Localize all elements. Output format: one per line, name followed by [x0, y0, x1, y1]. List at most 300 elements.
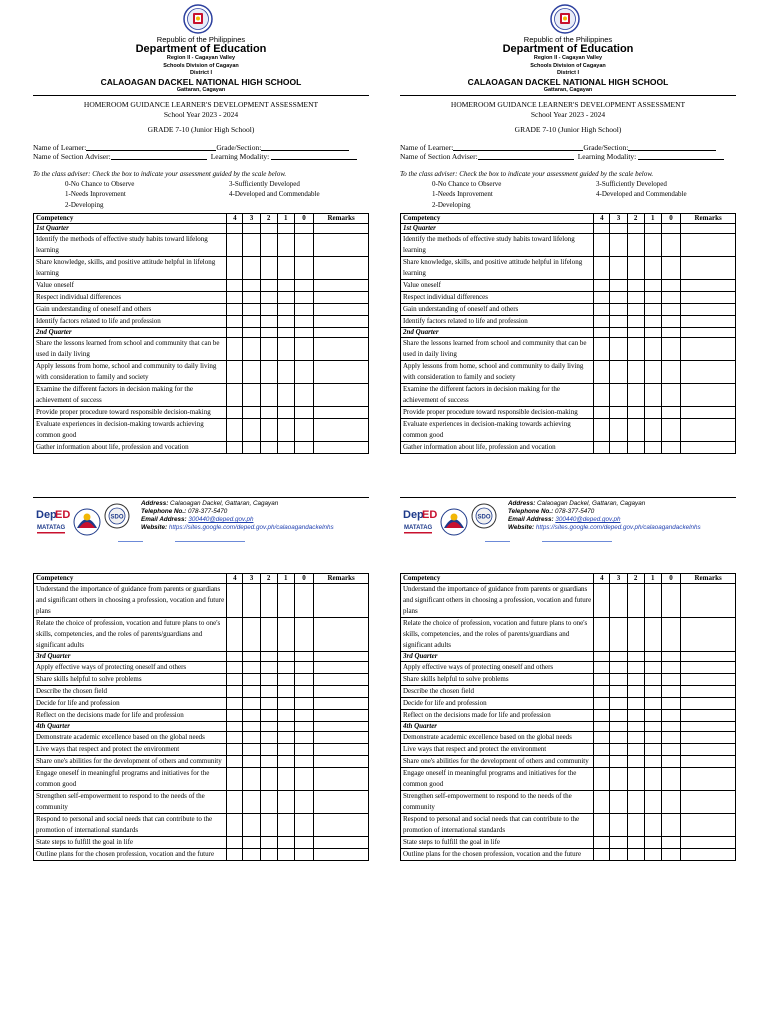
score-0-cell[interactable]	[661, 338, 680, 361]
remarks-cell[interactable]	[314, 686, 369, 698]
score-2-cell[interactable]	[260, 618, 277, 652]
score-3-cell[interactable]	[610, 674, 627, 686]
score-4-cell[interactable]	[594, 756, 610, 768]
score-1-cell[interactable]	[644, 234, 661, 257]
score-0-cell[interactable]	[661, 710, 680, 722]
score-3-cell[interactable]	[610, 791, 627, 814]
score-0-cell[interactable]	[294, 662, 313, 674]
score-3-cell[interactable]	[610, 328, 627, 338]
learner-name-field[interactable]	[453, 143, 583, 151]
score-3-cell[interactable]	[243, 756, 260, 768]
score-2-cell[interactable]	[260, 257, 277, 280]
score-2-cell[interactable]	[627, 698, 644, 710]
score-1-cell[interactable]	[277, 304, 294, 316]
score-3-cell[interactable]	[243, 384, 260, 407]
score-1-cell[interactable]	[277, 768, 294, 791]
remarks-cell[interactable]	[314, 257, 369, 280]
score-0-cell[interactable]	[661, 744, 680, 756]
score-1-cell[interactable]	[277, 419, 294, 442]
score-3-cell[interactable]	[610, 732, 627, 744]
score-1-cell[interactable]	[644, 328, 661, 338]
score-2-cell[interactable]	[627, 722, 644, 732]
score-1-cell[interactable]	[277, 652, 294, 662]
score-2-cell[interactable]	[627, 791, 644, 814]
score-4-cell[interactable]	[594, 791, 610, 814]
score-1-cell[interactable]	[644, 686, 661, 698]
score-0-cell[interactable]	[294, 584, 313, 618]
score-0-cell[interactable]	[661, 224, 680, 234]
score-4-cell[interactable]	[594, 652, 610, 662]
remarks-cell[interactable]	[314, 361, 369, 384]
remarks-cell[interactable]	[681, 732, 736, 744]
score-1-cell[interactable]	[644, 280, 661, 292]
score-2-cell[interactable]	[260, 732, 277, 744]
score-4-cell[interactable]	[227, 442, 243, 454]
score-3-cell[interactable]	[243, 328, 260, 338]
score-0-cell[interactable]	[661, 686, 680, 698]
remarks-cell[interactable]	[681, 407, 736, 419]
score-3-cell[interactable]	[243, 722, 260, 732]
score-1-cell[interactable]	[644, 384, 661, 407]
score-2-cell[interactable]	[627, 361, 644, 384]
score-4-cell[interactable]	[227, 652, 243, 662]
remarks-cell[interactable]	[314, 652, 369, 662]
score-0-cell[interactable]	[294, 722, 313, 732]
remarks-cell[interactable]	[314, 234, 369, 257]
score-1-cell[interactable]	[277, 722, 294, 732]
score-2-cell[interactable]	[627, 316, 644, 328]
remarks-cell[interactable]	[314, 662, 369, 674]
score-0-cell[interactable]	[661, 814, 680, 837]
score-2-cell[interactable]	[627, 768, 644, 791]
score-4-cell[interactable]	[227, 618, 243, 652]
score-4-cell[interactable]	[227, 280, 243, 292]
score-2-cell[interactable]	[260, 791, 277, 814]
score-3-cell[interactable]	[610, 338, 627, 361]
score-0-cell[interactable]	[661, 674, 680, 686]
score-2-cell[interactable]	[627, 419, 644, 442]
remarks-cell[interactable]	[314, 316, 369, 328]
score-4-cell[interactable]	[594, 837, 610, 849]
score-4-cell[interactable]	[227, 698, 243, 710]
score-1-cell[interactable]	[644, 652, 661, 662]
score-3-cell[interactable]	[610, 618, 627, 652]
score-0-cell[interactable]	[294, 407, 313, 419]
score-4-cell[interactable]	[227, 234, 243, 257]
remarks-cell[interactable]	[314, 407, 369, 419]
score-4-cell[interactable]	[594, 744, 610, 756]
remarks-cell[interactable]	[314, 280, 369, 292]
score-0-cell[interactable]	[661, 328, 680, 338]
remarks-cell[interactable]	[681, 768, 736, 791]
score-3-cell[interactable]	[243, 849, 260, 861]
score-2-cell[interactable]	[627, 234, 644, 257]
remarks-cell[interactable]	[314, 768, 369, 791]
score-1-cell[interactable]	[644, 361, 661, 384]
remarks-cell[interactable]	[681, 791, 736, 814]
score-4-cell[interactable]	[227, 361, 243, 384]
score-1-cell[interactable]	[277, 224, 294, 234]
score-1-cell[interactable]	[277, 442, 294, 454]
score-2-cell[interactable]	[260, 756, 277, 768]
score-3-cell[interactable]	[610, 384, 627, 407]
score-0-cell[interactable]	[294, 837, 313, 849]
score-3-cell[interactable]	[243, 662, 260, 674]
score-4-cell[interactable]	[594, 407, 610, 419]
score-2-cell[interactable]	[260, 292, 277, 304]
score-2-cell[interactable]	[627, 407, 644, 419]
grade-section-field[interactable]	[261, 143, 349, 151]
modality-field[interactable]	[271, 152, 357, 160]
score-0-cell[interactable]	[294, 849, 313, 861]
score-4-cell[interactable]	[594, 674, 610, 686]
score-4-cell[interactable]	[594, 257, 610, 280]
score-1-cell[interactable]	[644, 419, 661, 442]
score-1-cell[interactable]	[644, 407, 661, 419]
remarks-cell[interactable]	[314, 732, 369, 744]
score-3-cell[interactable]	[610, 686, 627, 698]
score-3-cell[interactable]	[610, 744, 627, 756]
score-0-cell[interactable]	[661, 384, 680, 407]
score-4-cell[interactable]	[227, 849, 243, 861]
score-2-cell[interactable]	[260, 744, 277, 756]
score-3-cell[interactable]	[610, 698, 627, 710]
score-0-cell[interactable]	[661, 292, 680, 304]
score-4-cell[interactable]	[594, 849, 610, 861]
remarks-cell[interactable]	[681, 328, 736, 338]
remarks-cell[interactable]	[681, 292, 736, 304]
score-1-cell[interactable]	[277, 384, 294, 407]
score-3-cell[interactable]	[610, 292, 627, 304]
score-2-cell[interactable]	[260, 338, 277, 361]
score-3-cell[interactable]	[610, 234, 627, 257]
score-1-cell[interactable]	[277, 618, 294, 652]
score-1-cell[interactable]	[644, 722, 661, 732]
score-4-cell[interactable]	[227, 814, 243, 837]
score-3-cell[interactable]	[243, 280, 260, 292]
remarks-cell[interactable]	[681, 674, 736, 686]
remarks-cell[interactable]	[314, 837, 369, 849]
remarks-cell[interactable]	[681, 686, 736, 698]
score-3-cell[interactable]	[243, 732, 260, 744]
score-1-cell[interactable]	[277, 280, 294, 292]
score-1-cell[interactable]	[644, 756, 661, 768]
score-2-cell[interactable]	[627, 662, 644, 674]
score-2-cell[interactable]	[627, 652, 644, 662]
score-0-cell[interactable]	[294, 384, 313, 407]
score-3-cell[interactable]	[243, 584, 260, 618]
remarks-cell[interactable]	[314, 744, 369, 756]
score-3-cell[interactable]	[610, 442, 627, 454]
score-3-cell[interactable]	[610, 304, 627, 316]
score-4-cell[interactable]	[594, 698, 610, 710]
score-4-cell[interactable]	[227, 791, 243, 814]
score-2-cell[interactable]	[627, 732, 644, 744]
score-2-cell[interactable]	[260, 280, 277, 292]
score-4-cell[interactable]	[227, 338, 243, 361]
modality-field[interactable]	[638, 152, 724, 160]
score-4-cell[interactable]	[227, 662, 243, 674]
score-1-cell[interactable]	[644, 618, 661, 652]
score-0-cell[interactable]	[294, 674, 313, 686]
score-0-cell[interactable]	[294, 280, 313, 292]
remarks-cell[interactable]	[681, 618, 736, 652]
score-1-cell[interactable]	[644, 732, 661, 744]
score-0-cell[interactable]	[661, 234, 680, 257]
score-2-cell[interactable]	[260, 652, 277, 662]
score-2-cell[interactable]	[260, 419, 277, 442]
score-2-cell[interactable]	[260, 442, 277, 454]
score-0-cell[interactable]	[661, 361, 680, 384]
remarks-cell[interactable]	[314, 791, 369, 814]
score-3-cell[interactable]	[610, 814, 627, 837]
score-0-cell[interactable]	[661, 280, 680, 292]
score-0-cell[interactable]	[294, 814, 313, 837]
score-0-cell[interactable]	[661, 316, 680, 328]
score-0-cell[interactable]	[294, 292, 313, 304]
remarks-cell[interactable]	[681, 234, 736, 257]
score-1-cell[interactable]	[644, 849, 661, 861]
score-3-cell[interactable]	[610, 652, 627, 662]
score-1-cell[interactable]	[277, 744, 294, 756]
remarks-cell[interactable]	[314, 710, 369, 722]
score-1-cell[interactable]	[644, 837, 661, 849]
score-4-cell[interactable]	[227, 837, 243, 849]
score-3-cell[interactable]	[610, 722, 627, 732]
score-2-cell[interactable]	[627, 674, 644, 686]
score-2-cell[interactable]	[627, 618, 644, 652]
remarks-cell[interactable]	[314, 584, 369, 618]
score-4-cell[interactable]	[594, 384, 610, 407]
score-4-cell[interactable]	[227, 384, 243, 407]
score-0-cell[interactable]	[661, 837, 680, 849]
remarks-cell[interactable]	[314, 338, 369, 361]
score-3-cell[interactable]	[610, 710, 627, 722]
remarks-cell[interactable]	[681, 710, 736, 722]
score-4-cell[interactable]	[594, 768, 610, 791]
score-4-cell[interactable]	[594, 722, 610, 732]
score-4-cell[interactable]	[227, 316, 243, 328]
email-link[interactable]: 300440@deped.gov.ph	[188, 516, 254, 523]
remarks-cell[interactable]	[314, 292, 369, 304]
score-3-cell[interactable]	[243, 234, 260, 257]
score-2-cell[interactable]	[260, 698, 277, 710]
score-1-cell[interactable]	[277, 338, 294, 361]
score-1-cell[interactable]	[277, 698, 294, 710]
remarks-cell[interactable]	[314, 328, 369, 338]
score-3-cell[interactable]	[243, 698, 260, 710]
remarks-cell[interactable]	[314, 814, 369, 837]
score-0-cell[interactable]	[661, 618, 680, 652]
score-3-cell[interactable]	[610, 280, 627, 292]
score-1-cell[interactable]	[644, 304, 661, 316]
score-4-cell[interactable]	[594, 686, 610, 698]
score-0-cell[interactable]	[294, 698, 313, 710]
score-0-cell[interactable]	[294, 710, 313, 722]
score-4-cell[interactable]	[594, 618, 610, 652]
score-4-cell[interactable]	[227, 419, 243, 442]
score-4-cell[interactable]	[594, 338, 610, 361]
remarks-cell[interactable]	[681, 814, 736, 837]
score-4-cell[interactable]	[594, 662, 610, 674]
score-1-cell[interactable]	[644, 674, 661, 686]
score-0-cell[interactable]	[294, 361, 313, 384]
score-4-cell[interactable]	[594, 710, 610, 722]
remarks-cell[interactable]	[314, 849, 369, 861]
score-3-cell[interactable]	[610, 837, 627, 849]
score-0-cell[interactable]	[294, 328, 313, 338]
score-0-cell[interactable]	[294, 316, 313, 328]
score-3-cell[interactable]	[243, 710, 260, 722]
score-4-cell[interactable]	[227, 722, 243, 732]
score-2-cell[interactable]	[627, 292, 644, 304]
score-1-cell[interactable]	[644, 292, 661, 304]
score-4-cell[interactable]	[594, 292, 610, 304]
score-1-cell[interactable]	[644, 662, 661, 674]
score-1-cell[interactable]	[277, 328, 294, 338]
score-1-cell[interactable]	[277, 732, 294, 744]
remarks-cell[interactable]	[681, 316, 736, 328]
score-3-cell[interactable]	[243, 316, 260, 328]
score-1-cell[interactable]	[644, 744, 661, 756]
remarks-cell[interactable]	[681, 304, 736, 316]
score-0-cell[interactable]	[661, 768, 680, 791]
score-1-cell[interactable]	[277, 710, 294, 722]
score-1-cell[interactable]	[277, 849, 294, 861]
score-3-cell[interactable]	[610, 419, 627, 442]
remarks-cell[interactable]	[681, 849, 736, 861]
score-4-cell[interactable]	[227, 674, 243, 686]
score-1-cell[interactable]	[644, 584, 661, 618]
remarks-cell[interactable]	[681, 722, 736, 732]
score-2-cell[interactable]	[260, 686, 277, 698]
score-3-cell[interactable]	[243, 442, 260, 454]
score-2-cell[interactable]	[260, 407, 277, 419]
score-0-cell[interactable]	[661, 304, 680, 316]
score-1-cell[interactable]	[644, 224, 661, 234]
score-0-cell[interactable]	[294, 652, 313, 662]
score-2-cell[interactable]	[627, 584, 644, 618]
remarks-cell[interactable]	[681, 837, 736, 849]
score-4-cell[interactable]	[227, 304, 243, 316]
score-0-cell[interactable]	[294, 442, 313, 454]
score-4-cell[interactable]	[227, 257, 243, 280]
score-2-cell[interactable]	[627, 686, 644, 698]
score-3-cell[interactable]	[610, 849, 627, 861]
score-4-cell[interactable]	[594, 224, 610, 234]
score-1-cell[interactable]	[277, 756, 294, 768]
score-1-cell[interactable]	[277, 234, 294, 257]
score-0-cell[interactable]	[294, 744, 313, 756]
score-4-cell[interactable]	[594, 584, 610, 618]
score-2-cell[interactable]	[627, 224, 644, 234]
score-1-cell[interactable]	[644, 698, 661, 710]
score-2-cell[interactable]	[260, 584, 277, 618]
score-4-cell[interactable]	[594, 234, 610, 257]
score-1-cell[interactable]	[277, 257, 294, 280]
score-1-cell[interactable]	[277, 662, 294, 674]
score-0-cell[interactable]	[294, 234, 313, 257]
score-2-cell[interactable]	[260, 662, 277, 674]
score-0-cell[interactable]	[661, 257, 680, 280]
score-1-cell[interactable]	[644, 316, 661, 328]
score-2-cell[interactable]	[260, 837, 277, 849]
score-0-cell[interactable]	[661, 652, 680, 662]
remarks-cell[interactable]	[681, 698, 736, 710]
score-3-cell[interactable]	[243, 361, 260, 384]
score-3-cell[interactable]	[243, 224, 260, 234]
score-0-cell[interactable]	[294, 686, 313, 698]
score-0-cell[interactable]	[294, 756, 313, 768]
score-4-cell[interactable]	[227, 224, 243, 234]
score-2-cell[interactable]	[260, 768, 277, 791]
score-0-cell[interactable]	[294, 732, 313, 744]
score-3-cell[interactable]	[243, 419, 260, 442]
score-3-cell[interactable]	[243, 292, 260, 304]
score-0-cell[interactable]	[294, 791, 313, 814]
remarks-cell[interactable]	[681, 744, 736, 756]
score-3-cell[interactable]	[243, 837, 260, 849]
score-2-cell[interactable]	[627, 710, 644, 722]
score-4-cell[interactable]	[227, 328, 243, 338]
score-3-cell[interactable]	[243, 257, 260, 280]
remarks-cell[interactable]	[314, 442, 369, 454]
score-4-cell[interactable]	[227, 756, 243, 768]
score-0-cell[interactable]	[661, 698, 680, 710]
score-2-cell[interactable]	[260, 224, 277, 234]
score-2-cell[interactable]	[260, 722, 277, 732]
score-0-cell[interactable]	[661, 419, 680, 442]
score-3-cell[interactable]	[610, 407, 627, 419]
score-0-cell[interactable]	[294, 304, 313, 316]
score-1-cell[interactable]	[644, 257, 661, 280]
score-0-cell[interactable]	[294, 224, 313, 234]
score-1-cell[interactable]	[277, 837, 294, 849]
score-4-cell[interactable]	[227, 407, 243, 419]
score-3-cell[interactable]	[243, 791, 260, 814]
score-0-cell[interactable]	[661, 407, 680, 419]
score-0-cell[interactable]	[294, 618, 313, 652]
score-0-cell[interactable]	[661, 732, 680, 744]
score-0-cell[interactable]	[294, 338, 313, 361]
score-1-cell[interactable]	[644, 442, 661, 454]
score-1-cell[interactable]	[644, 338, 661, 361]
remarks-cell[interactable]	[681, 584, 736, 618]
adviser-field[interactable]	[111, 152, 207, 160]
score-4-cell[interactable]	[594, 732, 610, 744]
score-0-cell[interactable]	[294, 768, 313, 791]
score-2-cell[interactable]	[627, 384, 644, 407]
score-1-cell[interactable]	[277, 814, 294, 837]
score-0-cell[interactable]	[661, 791, 680, 814]
website-link[interactable]: https://sites.google.com/deped.gov.ph/calaoagandackelnhs	[535, 524, 701, 531]
score-3-cell[interactable]	[243, 744, 260, 756]
score-1-cell[interactable]	[277, 674, 294, 686]
score-3-cell[interactable]	[243, 407, 260, 419]
score-4-cell[interactable]	[594, 442, 610, 454]
score-1-cell[interactable]	[644, 791, 661, 814]
remarks-cell[interactable]	[681, 224, 736, 234]
score-3-cell[interactable]	[610, 257, 627, 280]
score-3-cell[interactable]	[610, 316, 627, 328]
score-2-cell[interactable]	[627, 304, 644, 316]
remarks-cell[interactable]	[314, 224, 369, 234]
website-link[interactable]: https://sites.google.com/deped.gov.ph/calaoagandackelnhs	[168, 524, 334, 531]
score-4-cell[interactable]	[594, 280, 610, 292]
score-0-cell[interactable]	[661, 756, 680, 768]
score-3-cell[interactable]	[610, 768, 627, 791]
remarks-cell[interactable]	[681, 257, 736, 280]
